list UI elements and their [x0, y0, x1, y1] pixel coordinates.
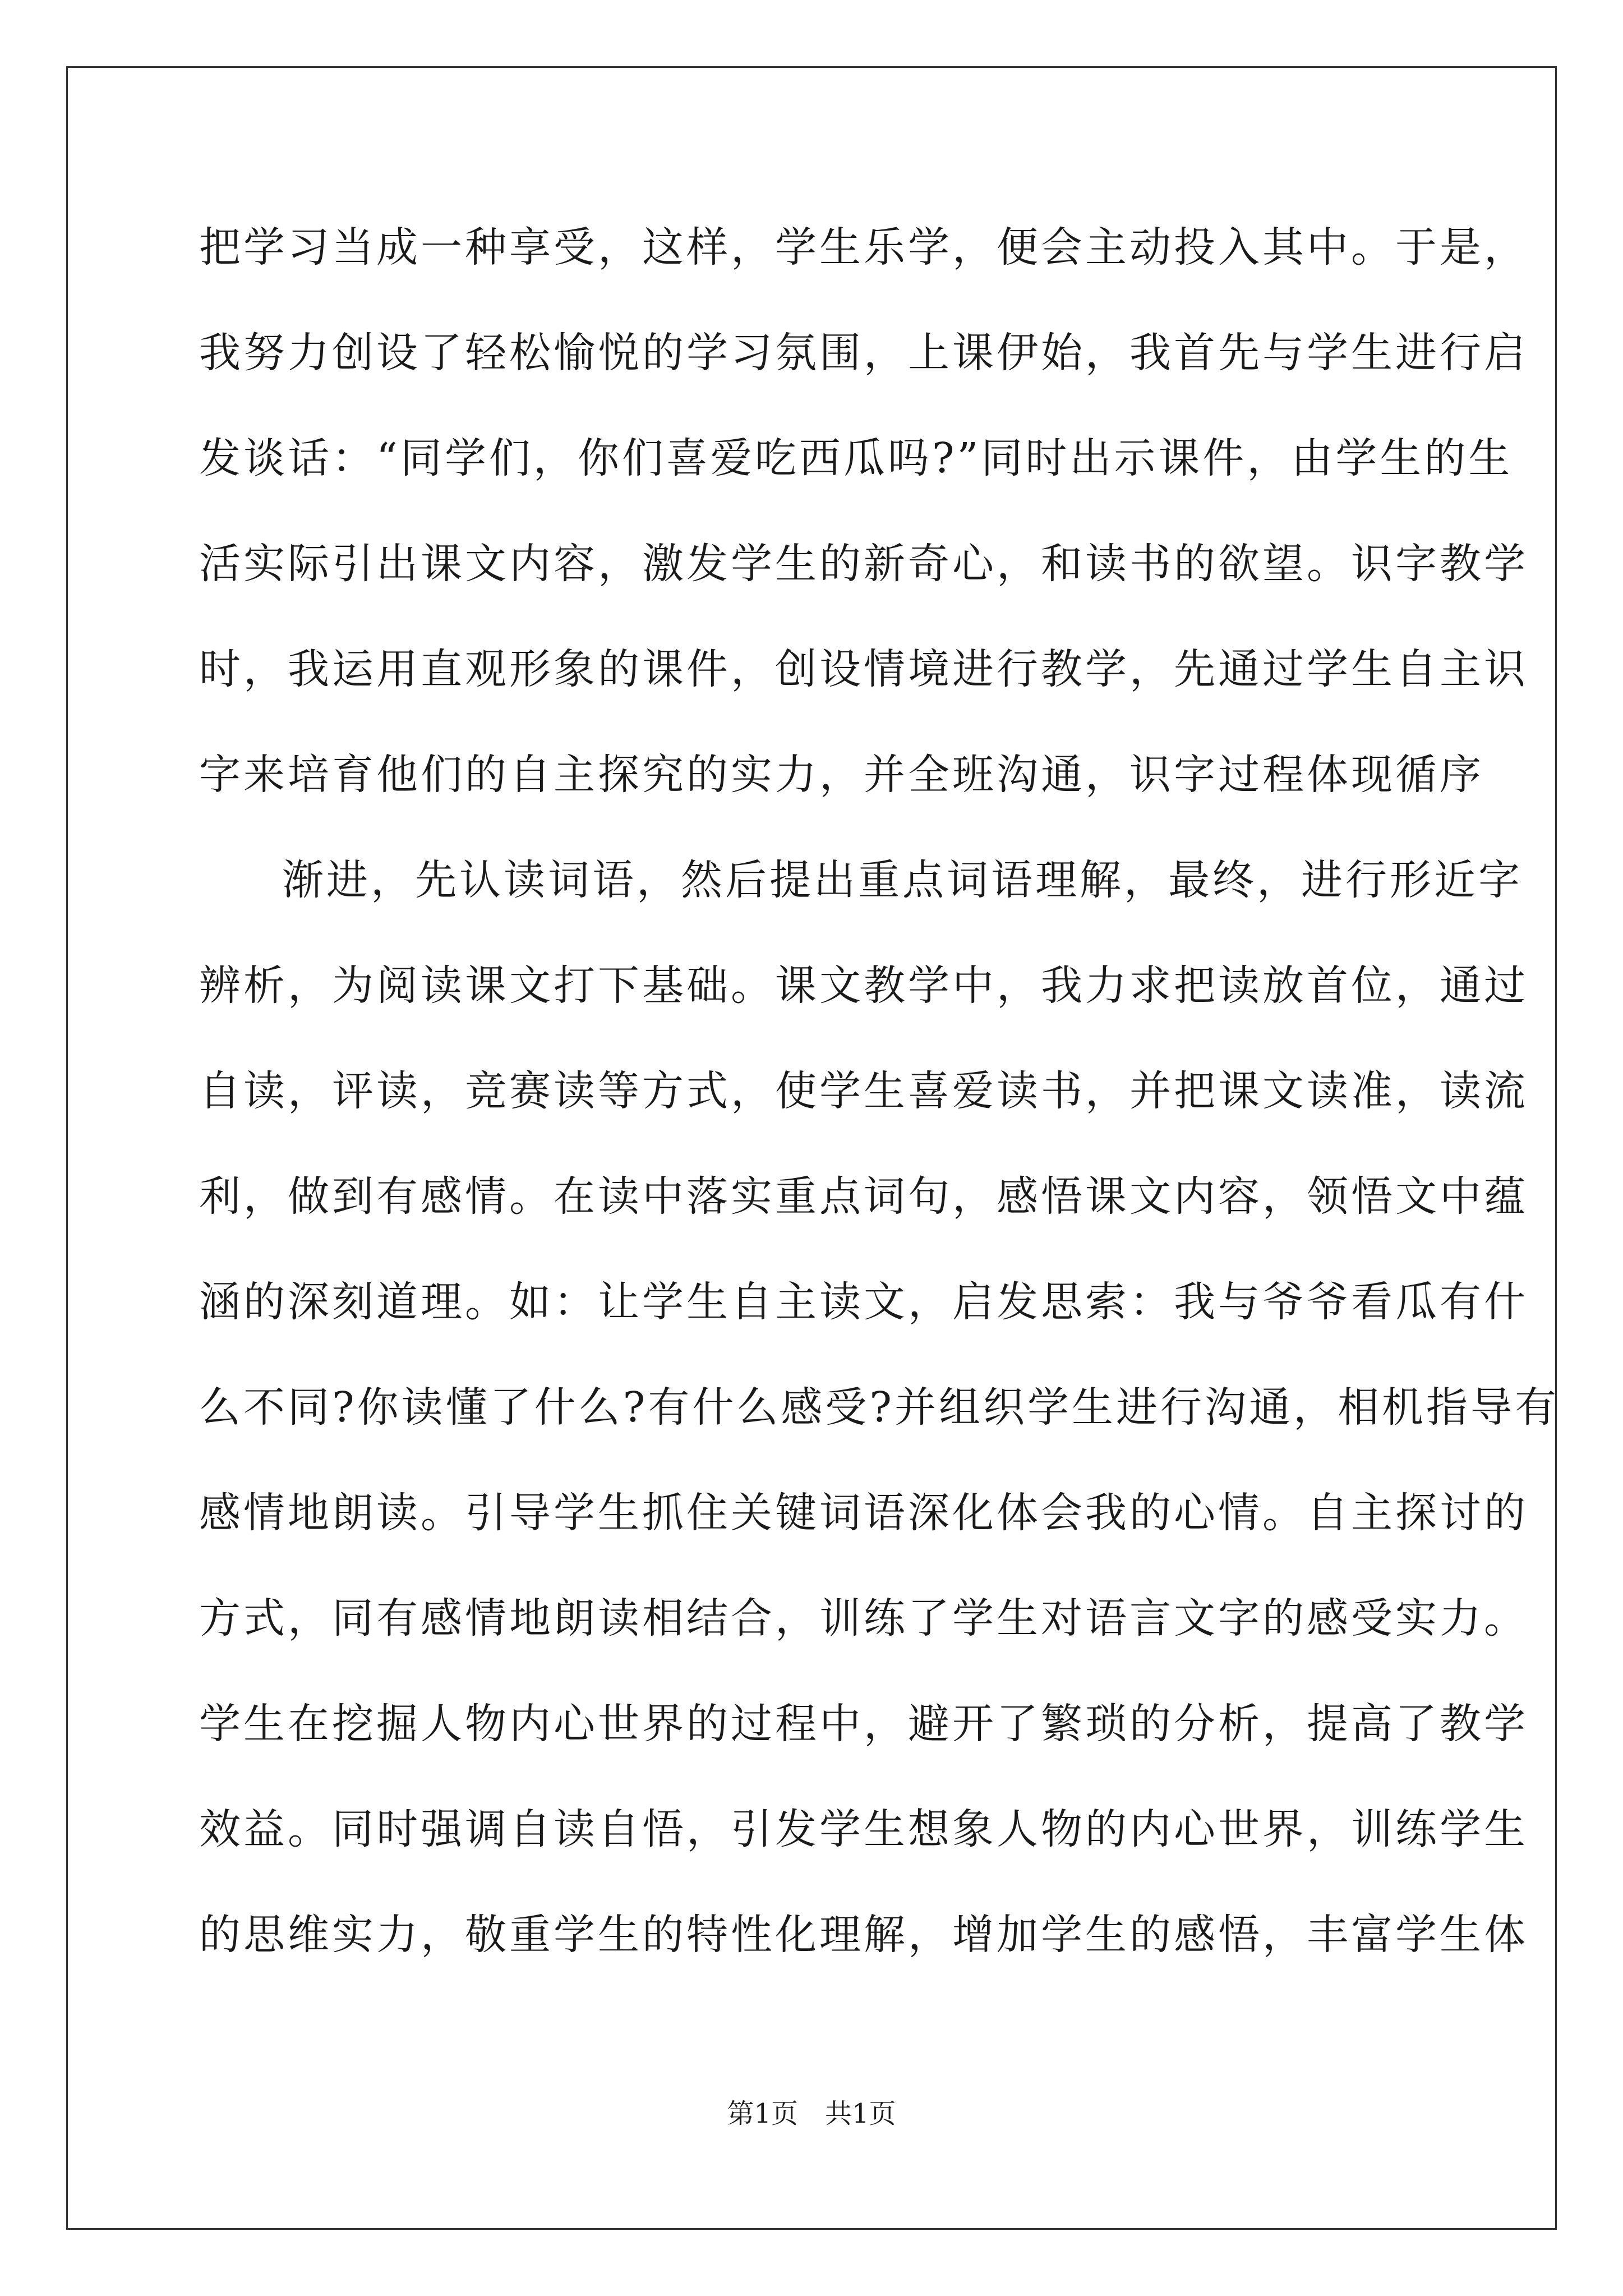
text-line: 效益。同时强调自读自悟，引发学生想象人物的内心世界，训练学生: [199, 1805, 1528, 1853]
text-line: 发谈话：“同学们，你们喜爱吃西瓜吗?”同时出示课件，由学生的生: [199, 434, 1513, 482]
page-footer: [0, 2097, 1623, 2131]
text-line: 时，我运用直观形象的课件，创设情境进行教学，先通过学生自主识: [199, 645, 1528, 693]
text-line: 么不同?你读懂了什么?有什么感受?并组织学生进行沟通，相机指导有: [199, 1383, 1560, 1432]
text-line: 感情地朗读。引导学生抓住关键词语深化体会我的心情。自主探讨的: [199, 1489, 1528, 1537]
text-line: 方式，同有感情地朗读相结合，训练了学生对语言文字的感受实力。: [199, 1594, 1528, 1642]
text-line: 字来培育他们的自主探究的实力，并全班沟通，识字过程体现循序: [199, 751, 1484, 799]
text-line-indented: 渐进，先认读词语，然后提出重点词语理解，最终，进行形近字: [282, 856, 1523, 904]
page-total: 共1页: [825, 2098, 896, 2129]
text-line: 把学习当成一种享受，这样，学生乐学，便会主动投入其中。于是，: [199, 223, 1528, 272]
text-line: 自读，评读，竞赛读等方式，使学生喜爱读书，并把课文读准，读流: [199, 1067, 1528, 1115]
document-body: [199, 195, 1560, 1987]
text-line: 利，做到有感情。在读中落实重点词句，感悟课文内容，领悟文中蕴: [199, 1172, 1528, 1221]
text-line: 辨析，为阅读课文打下基础。课文教学中，我力求把读放首位，通过: [199, 961, 1528, 1010]
text-line: 的思维实力，敬重学生的特性化理解，增加学生的感悟，丰富学生体: [199, 1911, 1528, 1959]
page-number: 第1页: [727, 2098, 798, 2129]
text-line: 学生在挖掘人物内心世界的过程中，避开了繁琐的分析，提高了教学: [199, 1700, 1528, 1748]
text-line: 我努力创设了轻松愉悦的学习氛围，上课伊始，我首先与学生进行启: [199, 329, 1528, 377]
text-line: 活实际引出课文内容，激发学生的新奇心，和读书的欲望。识字教学: [199, 540, 1528, 588]
text-line: 涵的深刻道理。如：让学生自主读文，启发思索：我与爷爷看瓜有什: [199, 1278, 1528, 1326]
